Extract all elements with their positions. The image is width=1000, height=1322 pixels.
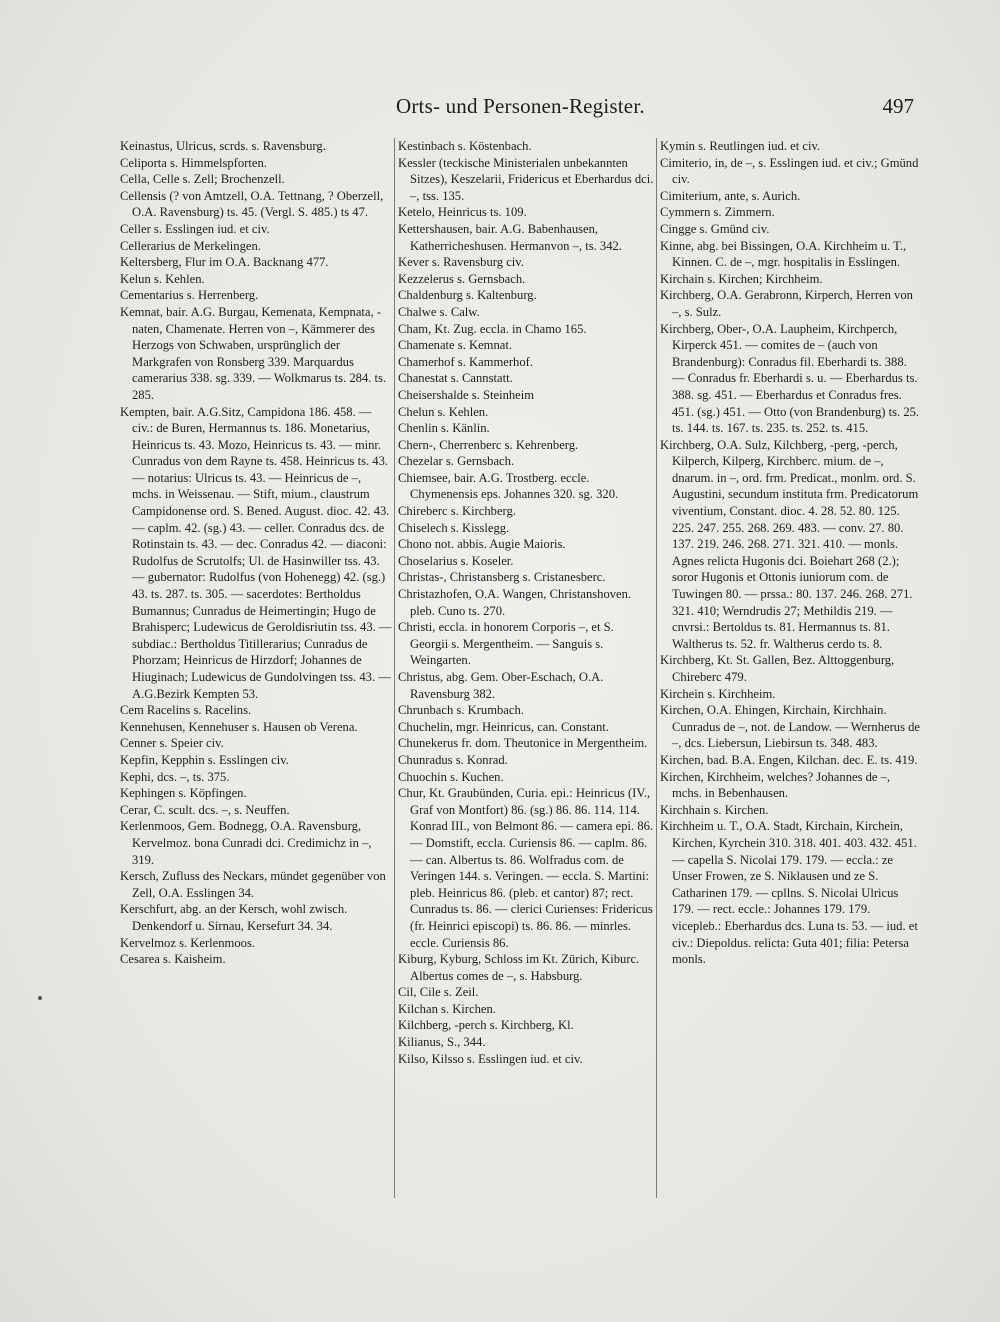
register-entry: Kirchain s. Kirchen; Kirchheim.	[660, 271, 823, 286]
register-entry: Kersch, Zufluss des Neckars, mündet gegenüber von Zell, O.A. Esslingen 34.	[120, 869, 386, 900]
register-entry: Celler s. Esslingen iud. et civ.	[120, 221, 270, 236]
register-entry: Ketelo, Heinricus ts. 109.	[398, 205, 527, 220]
register-entry: Chezelar s. Gernsbach.	[398, 454, 515, 469]
register-entry: Keltersberg, Flur im O.A. Backnang 477.	[120, 255, 329, 270]
page-header	[120, 94, 920, 128]
register-entry: Christazhofen, O.A. Wangen, Christanshoven. pleb. Cuno ts. 270.	[398, 587, 632, 618]
register-column-left	[120, 138, 392, 968]
register-entry: Cimiterium, ante, s. Aurich.	[660, 188, 801, 203]
register-entry: Chelun s. Kehlen.	[398, 404, 489, 419]
register-entry: Chono not. abbis. Augie Maioris.	[398, 537, 566, 552]
register-entry: Kinne, abg. bei Bissingen, O.A. Kirchheim u. T., Kinnen. C. de –, mgr. hospitalis in Esslingen.	[660, 238, 907, 270]
register-entry: Cenner s. Speier civ.	[120, 736, 224, 751]
register-entry: Chenlin s. Känlin.	[398, 421, 490, 436]
register-entry: Kelun s. Kehlen.	[120, 271, 205, 286]
register-entry: Kirchen, bad. B.A. Engen, Kilchan. dec. E. ts. 419.	[660, 752, 918, 767]
register-entry: Chalwe s. Calw.	[398, 304, 480, 319]
register-entry: Kettershausen, bair. A.G. Babenhausen, Katherricheshusen. Hermanvon –, ts. 342.	[398, 221, 622, 253]
register-entry: Cerar, C. scult. dcs. –, s. Neuffen.	[120, 802, 290, 817]
register-entry: Kemnat, bair. A.G. Burgau, Kemenata, Kempnata, -naten, Chamenate. Herren von –, Kämmerer des Herzogs von Schwaben, ursprünglich der Markgrafen von Ronsberg 339. Marquardus camerarius 338. sg. 339. — Wolkmarus ts. 284. ts. 285.	[120, 304, 387, 402]
register-entry: Kerlenmoos, Gem. Bodnegg, O.A. Ravensburg, Kervelmoz. bona Cunradi dci. Credimichz in –, 319.	[120, 819, 372, 867]
register-entry: Cham, Kt. Zug. eccla. in Chamo 165.	[398, 321, 587, 336]
register-entry: Celiporta s. Himmelspforten.	[120, 155, 267, 170]
register-entry: Christus, abg. Gem. Ober-Eschach, O.A. Ravensburg 382.	[398, 670, 604, 701]
register-entry: Chrunbach s. Krumbach.	[398, 703, 524, 718]
register-entry: Kepfin, Kepphin s. Esslingen civ.	[120, 752, 289, 767]
register-entry: Kessler (teckische Ministerialen unbekannten Sitzes), Keszelarii, Fridericus et Eberhardus dci. –, tss. 135.	[398, 155, 654, 203]
column-divider	[656, 138, 657, 1198]
register-entry: Cil, Cile s. Zeil.	[398, 985, 479, 1000]
register-entry: Chireberc s. Kirchberg.	[398, 504, 516, 519]
register-entry: Kirchberg, Ober-, O.A. Laupheim, Kirchperch, Kirperck 451. — comites de – (auch von Brandenburg): Conradus fil. Eberhardi ts. 388. — Conradus fr. Eberhardi s. u. — Eberhardus ts. 388. sg. 451. — Eberhardus et Conradus fres. 451. (sg.) 451. — Otto (von Brandenburg) ts. 25. ts. 144. ts. 167. ts. 235. ts. 252. ts. 415.	[660, 321, 920, 436]
page-number: 497	[882, 94, 914, 118]
register-entry: Cimiterio, in, de –, s. Esslingen iud. et civ.; Gmünd civ.	[660, 155, 919, 187]
register-entry: Kirchberg, O.A. Sulz, Kilchberg, -perg, -perch, Kilperch, Kilperg, Kirchberc. mium. de –, dnarum. in –, ord. frm. Predicat., monlm. ord. S. Augustini, secundum instituta frm. Predicatorum viventium, Constant. dioc. 4. 28. 52. 80. 125. 225. 247. 255. 268. 269. 483. — conv. 27. 80. 137. 219. 246. 268. 271. 321. 410. — monls. Agnes relicta Hugonis dci. Boiehart 268 (2.); soror Hugonis et Ottonis iuniorum com. de Tuwingen 80. — prssa.: 80. 137. 246. 268. 271. 321. 410; Werndrudis 27; Methildis 219. — cnvrsi.: Bertoldus ts. 81. Hermannus ts. 81. Waltherus ts. 52. fr. Waltherus cerdo ts. 8.	[660, 437, 919, 651]
register-entry: Chern-, Cherrenberc s. Kehrenberg.	[398, 437, 579, 452]
register-entry: Kirchen, Kirchheim, welches? Johannes de –, mchs. in Bebenhausen.	[660, 769, 891, 801]
register-entry: Cymmern s. Zimmern.	[660, 205, 775, 220]
register-entry: Kempten, bair. A.G.Sitz, Campidona 186. 458. — civ.: de Buren, Hermannus ts. 186. Monetarius, Heinricus ts. 43. Mozo, Heinricus ts. 43. — minr. Cunradus von dem Rayne ts. 458. Heinricus ts. 43. — notarius: Ulricus ts. 43. — Heinricus de –, mchs. in Weissenau. — Stift, mium., claustrum Campidonense ord. S. Bened. August. dioc. 42. 43. — caplm. 42. (sg.) 43. — celler. Conradus dcs. de Rotinstain ts. 43. — dec. Conradus 42. — diaconi: Rudolfus de Scrutolfs; Ul. de Hasinwiller tss. 43. — gubernator: Rudolfus (von Hohenegg) 42. (sg.) 43. ts. 287. ts. 305. — sacerdotes: Bertholdus Bumannus; Cunradus de Heimertingin; Hugo de Brahisperc; Ludewicus de Geroldisriutin tss. 43. — subdiac.: Bertholdus Titillerarius; Cunradus de Phorzam; Heinricus de Hirzdorf; Johannes de Hiuginach; Ludewicus de Gundolvingen tss. 43. — A.G.Bezirk Kempten 53.	[120, 404, 392, 701]
register-entry: Kephingen s. Köpfingen.	[120, 786, 247, 801]
register-entry: Kilso, Kilsso s. Esslingen iud. et civ.	[398, 1051, 583, 1066]
column-divider	[394, 138, 395, 1198]
register-entry: Kirchein s. Kirchheim.	[660, 686, 776, 701]
register-entry: Kennehusen, Kennehuser s. Hausen ob Verena.	[120, 719, 358, 734]
register-column-middle	[398, 138, 654, 1067]
register-entry: Kerschfurt, abg. an der Kersch, wohl zwisch. Denkendorf u. Sirnau, Kersefurt 34. 34.	[120, 902, 348, 933]
register-entry: Kirchberg, O.A. Gerabronn, Kirperch, Herren von –, s. Sulz.	[660, 288, 913, 319]
register-entry: Kilianus, S., 344.	[398, 1035, 486, 1050]
page-title: Orts- und Personen-Register.	[396, 94, 645, 118]
register-entry: Kestinbach s. Köstenbach.	[398, 139, 532, 153]
register-entry: Christi, eccla. in honorem Corporis –, et S. Georgii s. Mergentheim. — Sanguis s. Weingarten.	[398, 620, 614, 668]
register-entry: Cellensis (? von Amtzell, O.A. Tettnang, ? Oberzell, O.A. Ravensburg) ts. 45. (Vergl. S. 485.) ts 47.	[120, 188, 384, 220]
register-entry: Cellerarius de Merkelingen.	[120, 238, 261, 253]
register-column-right	[660, 138, 922, 968]
register-entry: Kirchen, O.A. Ehingen, Kirchain, Kirchhain. Cunradus de –, not. de Landow. — Wernherus de –, dcs. Liebersun, Liebirsun ts. 348. 483.	[660, 703, 921, 751]
register-entry: Cella, Celle s. Zell; Brochenzell.	[120, 172, 285, 187]
register-entry: Chunradus s. Konrad.	[398, 752, 508, 767]
register-entry: Kervelmoz s. Kerlenmoos.	[120, 935, 255, 950]
register-entry: Kilchan s. Kirchen.	[398, 1001, 496, 1016]
register-entry: Chaldenburg s. Kaltenburg.	[398, 288, 537, 303]
register-entry: Chanestat s. Cannstatt.	[398, 371, 513, 386]
register-entry: Kirchhain s. Kirchen.	[660, 802, 769, 817]
ink-speck	[38, 996, 42, 1000]
register-entry: Christas-, Christansberg s. Cristanesberc.	[398, 570, 606, 585]
register-entry: Cementarius s. Herrenberg.	[120, 288, 259, 303]
register-entry: Kezzelerus s. Gernsbach.	[398, 271, 526, 286]
register-entry: Chuochin s. Kuchen.	[398, 769, 504, 784]
register-entry: Chamerhof s. Kammerhof.	[398, 354, 533, 369]
register-entry: Kymin s. Reutlingen iud. et civ.	[660, 139, 821, 153]
register-entry: Kirchheim u. T., O.A. Stadt, Kirchain, Kirchein, Kirchen, Kyrchein 310. 318. 401. 403. 432. 451. — capella S. Nicolai 179. 179. — eccla.: ze Unser Frowen, ze S. Niklausen und ze S. Catharinen 179. — cpllns. S. Nicolai Ulricus 179. — rect. eccle.: Johannes 179. 179. vicepleb.: Eberhardus dcs. Luna ts. 53. — iud. et civ.: Diepoldus. relicta: Guta 401; filia: Petersa monls.	[660, 819, 918, 967]
register-entry: Kever s. Ravensburg civ.	[398, 255, 524, 270]
register-entry: Chuchelin, mgr. Heinricus, can. Constant.	[398, 719, 609, 734]
register-entry: Chiselech s. Kisslegg.	[398, 520, 510, 535]
register-entry: Kiburg, Kyburg, Schloss im Kt. Zürich, Kiburc. Albertus comes de –, s. Habsburg.	[398, 952, 640, 983]
register-entry: Keinastus, Ulricus, scrds. s. Ravensburg.	[120, 139, 326, 153]
register-entry: Chiemsee, bair. A.G. Trostberg. eccle. Chymenensis eps. Johannes 320. sg. 320.	[398, 470, 619, 502]
register-entry: Cem Racelins s. Racelins.	[120, 703, 252, 718]
register-entry: Chamenate s. Kemnat.	[398, 338, 513, 353]
register-entry: Chur, Kt. Graubünden, Curia. epi.: Heinricus (IV., Graf von Montfort) 86. (sg.) 86. 86. 114. 114. Konrad III., von Belmont 86. — camera epi. 86. — Domstift, eccla. Curiensis 86. — caplm. 86. — can. Albertus ts. 86. Wolfradus com. de Veringen 144. s. Veringen. — eccla. S. Martini: pleb. Heinricus 86. (pleb. et cantor) 87; rect. Cunradus ts. 86. — clerici Curienses: Fridericus (fr. Heinrici episcopi) ts. 86. 86. — minrles. eccle. Curiensis 86.	[398, 786, 654, 950]
register-entry: Cheisershalde s. Steinheim	[398, 387, 535, 402]
register-entry: Chunekerus fr. dom. Theutonice in Mergentheim.	[398, 736, 648, 751]
register-entry: Kirchberg, Kt. St. Gallen, Bez. Alttoggenburg, Chireberc 479.	[660, 653, 895, 684]
register-entry: Choselarius s. Koseler.	[398, 553, 514, 568]
register-entry: Kilchberg, -perch s. Kirchberg, Kl.	[398, 1018, 574, 1033]
register-entry: Kephi, dcs. –, ts. 375.	[120, 769, 230, 784]
register-entry: Cingge s. Gmünd civ.	[660, 221, 770, 236]
register-entry: Cesarea s. Kaisheim.	[120, 952, 226, 967]
